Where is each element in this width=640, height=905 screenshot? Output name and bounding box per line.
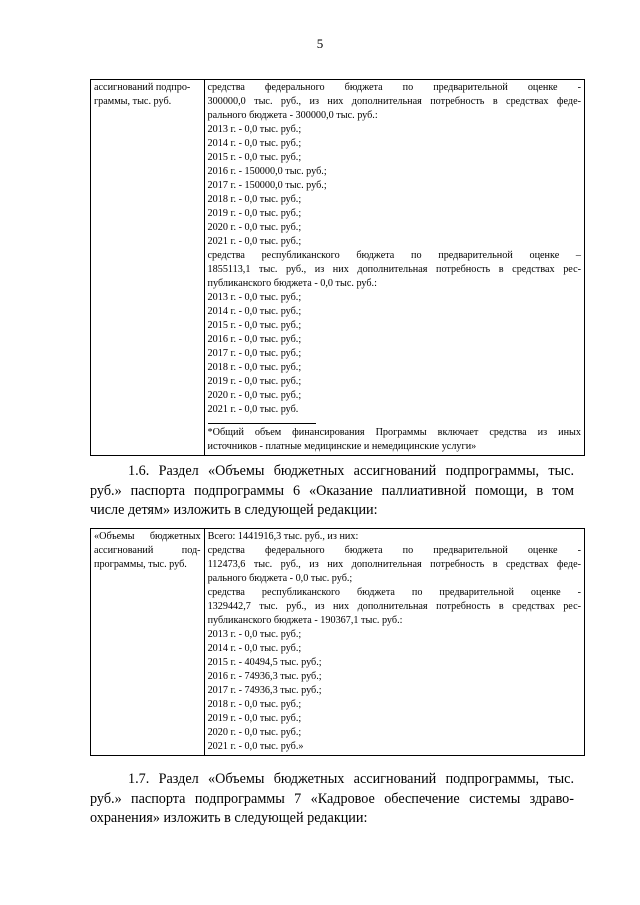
content-line: 2016 г. - 150000,0 тыс. руб.; (207, 166, 327, 177)
paragraph-line: 1.7. Раздел «Объемы бюджетных ассигнований подпрограммы, тыс. (128, 771, 574, 787)
content-line: средства федерального бюджета по предварительной оценке - (207, 82, 581, 93)
content-line: 2018 г. - 0,0 тыс. руб.; (207, 362, 302, 373)
content-line: рального бюджета - 300000,0 тыс. руб.: (207, 110, 378, 121)
paragraph-line: руб.» паспорта подпрограммы 7 «Кадровое обеспечение системы здраво- (90, 790, 574, 807)
paragraph-line: 1.6. Раздел «Объемы бюджетных ассигнований подпрограммы, тыс. (128, 463, 574, 479)
amendment-paragraph-1-6 (90, 462, 574, 521)
content-line: Всего: 1441916,3 тыс. руб., из них: (207, 531, 359, 542)
content-line: средства республиканского бюджета по предварительной оценке – (207, 250, 581, 261)
label-line: программы, тыс. руб. (94, 559, 187, 570)
content-line: 1329442,7 тыс. руб., из них дополнительная потребность в средствах рес- (207, 601, 581, 612)
content-line: 2014 г. - 0,0 тыс. руб.; (207, 138, 302, 149)
row-content-cell (204, 529, 584, 756)
label-line: граммы, тыс. руб. (94, 96, 172, 107)
content-line: 2015 г. - 0,0 тыс. руб.; (207, 152, 302, 163)
content-line: 2021 г. - 0,0 тыс. руб.; (207, 236, 302, 247)
content-line: 2020 г. - 0,0 тыс. руб.; (207, 222, 302, 233)
label-line: «Объемы бюджетных (94, 531, 201, 542)
content-line: 2021 г. - 0,0 тыс. руб.» (207, 741, 304, 752)
page-number: 5 (316, 36, 324, 51)
content-line: 2018 г. - 0,0 тыс. руб.; (207, 699, 302, 710)
content-line: средства федерального бюджета по предварительной оценке - (207, 545, 581, 556)
row-content-cell (204, 80, 584, 456)
content-line: рального бюджета - 0,0 тыс. руб.; (207, 573, 353, 584)
funding-details (208, 81, 581, 417)
content-line: 2019 г. - 0,0 тыс. руб.; (207, 713, 302, 724)
content-line: 2015 г. - 40494,5 тыс. руб.; (207, 657, 322, 668)
footnote (208, 426, 581, 454)
content-line: 2013 г. - 0,0 тыс. руб.; (207, 629, 302, 640)
content-line: 1855113,1 тыс. руб., из них дополнительная потребность в средствах рес- (207, 264, 581, 275)
funding-table-subprogram-6 (90, 528, 585, 756)
footnote-line: *Общий объем финансирования Программы включает средства из иных (207, 427, 581, 438)
content-line: 2016 г. - 0,0 тыс. руб.; (207, 334, 302, 345)
content-line: 2018 г. - 0,0 тыс. руб.; (207, 194, 302, 205)
content-line: 2015 г. - 0,0 тыс. руб.; (207, 320, 302, 331)
content-line: публиканского бюджета - 0,0 тыс. руб.: (207, 278, 377, 289)
content-line: 2021 г. - 0,0 тыс. руб. (207, 404, 299, 415)
content-line: 2019 г. - 0,0 тыс. руб.; (207, 376, 302, 387)
content-line: 2020 г. - 0,0 тыс. руб.; (207, 390, 302, 401)
content-line: 112473,6 тыс. руб., из них дополнительная потребность в средствах феде- (207, 559, 581, 570)
content-line: 300000,0 тыс. руб., из них дополнительная потребность в средствах феде- (207, 96, 581, 107)
content-line: средства республиканского бюджета по предварительной оценке - (207, 587, 581, 598)
label-line: ассигнований подпро- (94, 82, 191, 93)
amendment-paragraph-1-7 (90, 770, 574, 829)
content-line: 2017 г. - 150000,0 тыс. руб.; (207, 180, 327, 191)
content-line: 2016 г. - 74936,3 тыс. руб.; (207, 671, 322, 682)
content-line: 2017 г. - 74936,3 тыс. руб.; (207, 685, 322, 696)
paragraph-line: руб.» паспорта подпрограммы 6 «Оказание паллиативной помощи, в том (90, 482, 574, 499)
label-line: ассигнований под- (94, 545, 201, 556)
funding-details (208, 530, 581, 754)
content-line: 2014 г. - 0,0 тыс. руб.; (207, 306, 302, 317)
footnote-divider (208, 423, 316, 424)
table-row (91, 80, 585, 456)
content-line: 2019 г. - 0,0 тыс. руб.; (207, 208, 302, 219)
content-line: 2017 г. - 0,0 тыс. руб.; (207, 348, 302, 359)
row-label (94, 530, 201, 572)
content-line: 2020 г. - 0,0 тыс. руб.; (207, 727, 302, 738)
paragraph-line: охранения» изложить в следующей редакции: (90, 810, 368, 826)
footnote-line: источников - платные медицинские и немедицинские услуги» (207, 441, 477, 452)
paragraph-line: числе детям» изложить в следующей редакции: (90, 502, 378, 518)
content-line: публиканского бюджета - 190367,1 тыс. руб.: (207, 615, 403, 626)
row-label (94, 81, 201, 109)
row-label-cell (91, 529, 205, 756)
table-row (91, 529, 585, 756)
funding-table-continued (90, 79, 585, 456)
content-line: 2013 г. - 0,0 тыс. руб.; (207, 292, 302, 303)
row-label-cell (91, 80, 205, 456)
content-line: 2013 г. - 0,0 тыс. руб.; (207, 124, 302, 135)
content-line: 2014 г. - 0,0 тыс. руб.; (207, 643, 302, 654)
